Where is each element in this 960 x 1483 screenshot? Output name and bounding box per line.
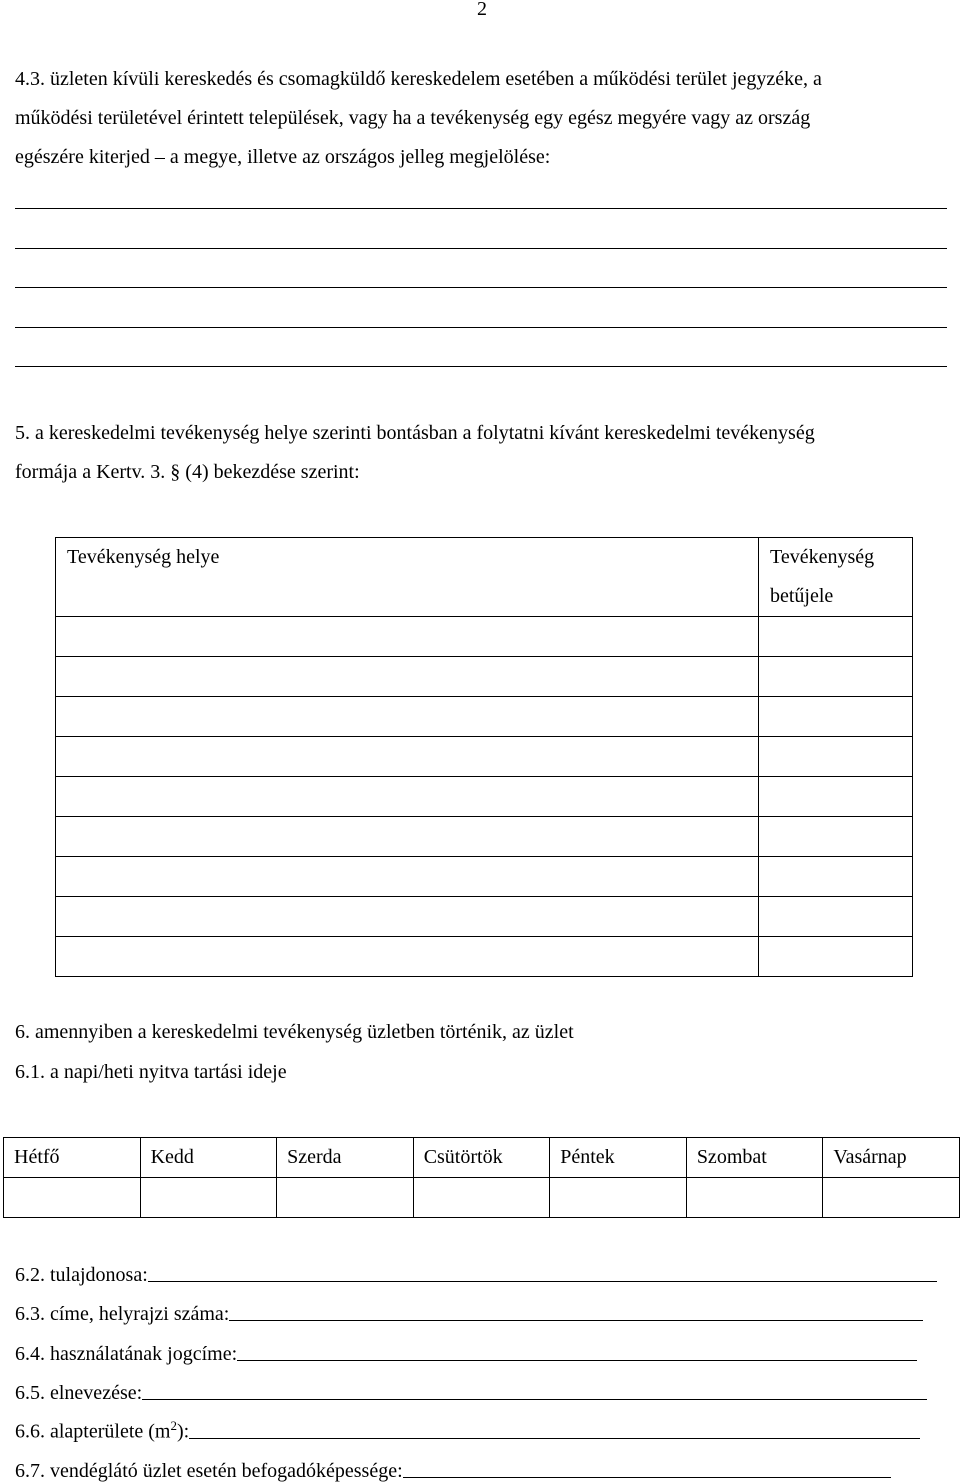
opening-hours-table [3, 1137, 960, 1218]
location-cell[interactable] [56, 657, 759, 697]
hours-wednesday[interactable] [277, 1178, 414, 1218]
hours-friday[interactable] [550, 1178, 687, 1218]
section-6-1-label: 6.1. a napi/heti nyitva tartási ideje [15, 1061, 287, 1083]
field-address: 6.3. címe, helyrajzi száma: [15, 1298, 923, 1326]
section-4-3-line: 4.3. üzleten kívüli kereskedés és csomagküldő kereskedelem esetében a működési terület jegyzéke, a [15, 68, 822, 90]
floor-area-input-line[interactable] [189, 1438, 920, 1439]
hours-tuesday[interactable] [140, 1178, 277, 1218]
day-thursday: Csütörtök [413, 1138, 550, 1178]
table-row [56, 897, 913, 937]
type-letter-cell[interactable] [759, 737, 913, 777]
section-6-heading: 6. amennyiben a kereskedelmi tevékenység üzletben történik, az üzlet [15, 1021, 574, 1043]
activity-location-table [55, 537, 913, 977]
type-letter-cell[interactable] [759, 857, 913, 897]
header-location: Tevékenység helye [56, 538, 759, 617]
day-saturday: Szombat [686, 1138, 823, 1178]
section-5-line: 5. a kereskedelmi tevékenység helye szerinti bontásban a folytatni kívánt kereskedelmi tevékenység [15, 422, 815, 444]
address-input-line[interactable] [229, 1320, 923, 1321]
table-row [56, 857, 913, 897]
day-sunday: Vasárnap [823, 1138, 960, 1178]
field-usage-title: 6.4. használatának jogcíme: [15, 1338, 917, 1366]
location-cell[interactable] [56, 777, 759, 817]
days-header-row [4, 1138, 960, 1178]
location-cell[interactable] [56, 737, 759, 777]
usage-title-input-line[interactable] [237, 1360, 917, 1361]
page-number: 2 [477, 0, 487, 20]
capacity-input-line[interactable] [403, 1477, 891, 1478]
location-cell[interactable] [56, 617, 759, 657]
answer-line[interactable] [15, 327, 947, 328]
answer-line[interactable] [15, 366, 947, 367]
section-5-text [15, 414, 960, 492]
owner-input-line[interactable] [148, 1281, 937, 1282]
day-friday: Péntek [550, 1138, 687, 1178]
section-4-3-text [15, 60, 960, 177]
table-row [56, 817, 913, 857]
field-capacity: 6.7. vendéglátó üzlet esetén befogadóképessége: [15, 1455, 891, 1483]
hours-saturday[interactable] [686, 1178, 823, 1218]
name-input-line[interactable] [142, 1399, 927, 1400]
answer-line[interactable] [15, 208, 947, 209]
type-letter-cell[interactable] [759, 617, 913, 657]
hours-monday[interactable] [4, 1178, 141, 1218]
field-owner: 6.2. tulajdonosa: [15, 1259, 937, 1287]
hours-row [4, 1178, 960, 1218]
type-letter-cell[interactable] [759, 897, 913, 937]
type-letter-cell[interactable] [759, 777, 913, 817]
section-4-3-line: egészére kiterjed – a megye, illetve az országos jelleg megjelölése: [15, 146, 551, 168]
day-wednesday: Szerda [277, 1138, 414, 1178]
location-cell[interactable] [56, 857, 759, 897]
section-5-line: formája a Kertv. 3. § (4) bekezdése szerint: [15, 461, 360, 483]
field-floor-area: 6.6. alapterülete $(m^2)$: [15, 1416, 920, 1444]
location-cell[interactable] [56, 817, 759, 857]
table-row [56, 937, 913, 977]
type-letter-cell[interactable] [759, 937, 913, 977]
type-letter-cell[interactable] [759, 657, 913, 697]
field-name: 6.5. elnevezése: [15, 1377, 927, 1405]
table-row [56, 697, 913, 737]
location-cell[interactable] [56, 697, 759, 737]
table-header-row [56, 538, 913, 617]
day-tuesday: Kedd [140, 1138, 277, 1178]
answer-line[interactable] [15, 287, 947, 288]
table-row [56, 657, 913, 697]
table-row [56, 617, 913, 657]
answer-line[interactable] [15, 248, 947, 249]
table-row [56, 737, 913, 777]
location-cell[interactable] [56, 937, 759, 977]
table-row [56, 777, 913, 817]
header-type-letter: Tevékenység betűjele [759, 538, 913, 617]
day-monday: Hétfő [4, 1138, 141, 1178]
hours-thursday[interactable] [413, 1178, 550, 1218]
location-cell[interactable] [56, 897, 759, 937]
type-letter-cell[interactable] [759, 697, 913, 737]
type-letter-cell[interactable] [759, 817, 913, 857]
square-superscript: 2 [170, 1418, 177, 1434]
hours-sunday[interactable] [823, 1178, 960, 1218]
section-4-3-line: működési területével érintett települések, vagy ha a tevékenység egy egész megyére vagy az ország [15, 107, 811, 129]
